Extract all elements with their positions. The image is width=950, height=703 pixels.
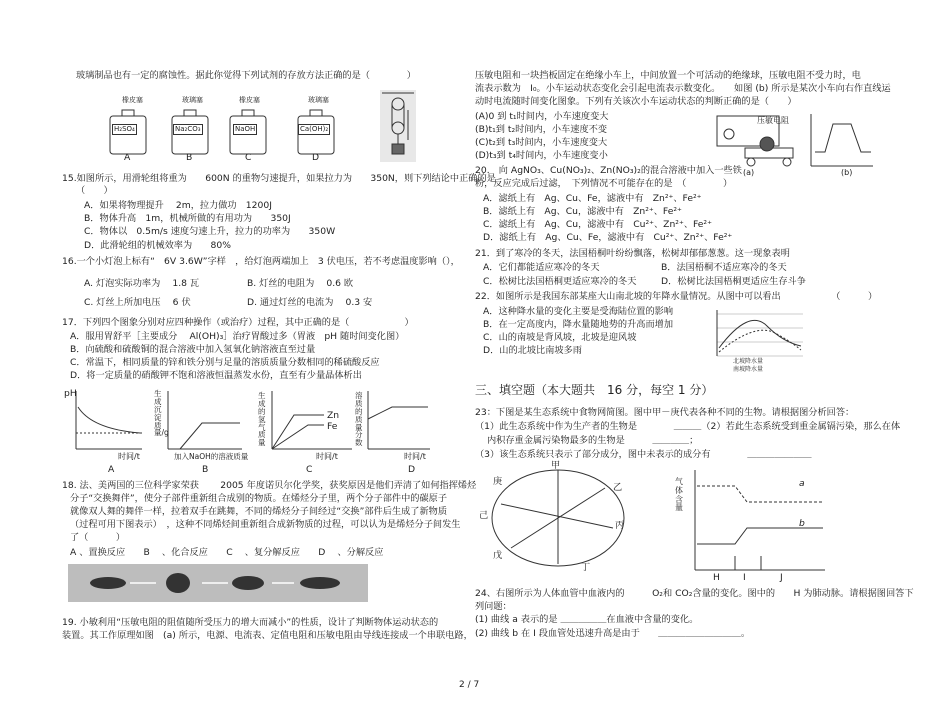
q19-line-1: 19. 小敏利用“压敏电阻的阻值随所受压力的增大而减小”的性质，设计了判断物体运动状态的	[62, 617, 439, 628]
q22-option-b: B．在一定高度内，降水量随地势的升高而增加	[483, 319, 674, 330]
q17-option-a: A．服用胃舒平［主要成分 Al(OH)₃］治疗胃酸过多（胃液 pH 随时间变化图）	[70, 331, 405, 342]
food-web-node-2: 乙	[613, 482, 623, 493]
gas-x-label-h: H	[713, 572, 720, 583]
q18-options: A 、置换反应 B 、化合反应 C 、复分解反应 D 、分解反应	[70, 547, 384, 558]
intro-text: 玻璃制品也有一定的腐蚀性。据此你觉得下列试剂的存放方法正确的是（ ）	[76, 70, 416, 81]
figure-a-caption: (a)	[743, 168, 755, 177]
page-number: 2 / 7	[459, 680, 480, 690]
food-web-node-6: 己	[479, 510, 489, 521]
food-web-node-7: 庚	[493, 476, 503, 487]
q22-option-a: A．这种降水量的变化主要是受海陆位置的影响	[483, 306, 674, 317]
q20-option-d: D．滤纸上有 Ag、Cu、Fe，滤液中有 Cu²⁺、Zn²⁺、Fe²⁺	[483, 232, 733, 243]
bottle-cap-d: 玻璃塞	[308, 96, 329, 104]
bottle-label-c: NaOH	[235, 125, 256, 133]
q22-option-d: D．山的北坡比南坡多雨	[483, 345, 582, 356]
q22-option-c: C．山的南坡是背风坡，北坡是迎风坡	[483, 332, 637, 343]
q17-stem: 17．下列四个图象分别对应四种操作（或治疗）过程，其中正确的是（ ）	[62, 317, 414, 328]
food-web-diagram	[483, 464, 633, 572]
q21-stem: 21．到了寒冷的冬天，法国梧桐叶纷纷飘落，松树却郁郁葱葱。这一现象表明	[475, 248, 790, 259]
bottle-label-b: Na₂CO₃	[175, 125, 201, 133]
q18-line-5: 了（ ）	[70, 532, 126, 543]
bottle-cap-c: 橡皮塞	[239, 96, 260, 104]
q23-line-1: 23：下图是某生态系统中食物网简图。图中甲－庚代表各种不同的生物。请根据图分析回答：	[475, 407, 855, 418]
q18-line-2: 分子“交换舞伴”，使分子部件重新组合成别的物质。在烯烃分子里，两个分子部件中的碳原子	[70, 493, 448, 504]
graph-d-xlabel: 时间/t	[404, 452, 426, 461]
graph-a-ylabel: pH	[64, 388, 77, 399]
gas-curve-a-label: a	[799, 478, 805, 489]
q20-option-c: C．滤纸上有 Ag、Cu，滤液中有 Cu²⁺、Zn²⁺、Fe²⁺	[483, 219, 712, 230]
q24-line-2: 列问题：	[475, 601, 512, 612]
q15-option-b: B．物体升高 1m，机械所做的有用功为 350J	[84, 213, 291, 224]
q19-option-a: (A)0 到 t₁时间内，小车速度变大	[475, 111, 609, 122]
graph-a-caption: A	[108, 464, 115, 475]
q18-line-1: 18. 法、美两国的三位科学家荣获 2005 年度诺贝尔化学奖，获奖原因是他们弄清了如何指挥烯烃	[62, 480, 477, 491]
q16-option-a: A. 灯泡实际功率为 1.8 瓦	[84, 278, 200, 289]
q17-option-c: C．常温下，相同质量的锌和铁分别与足量的溶质质量分数相同的稀硫酸反应	[70, 357, 380, 368]
food-web-node-5: 戊	[493, 550, 503, 561]
graph-b-xlabel: 加入NaOH的溶液质量	[174, 452, 249, 461]
q15-option-a: A．如果将物理提升 2m，拉力做功 1200J	[84, 200, 272, 211]
section-3-heading: 三、填空题（本大题共 16 分，每空 1 分）	[475, 383, 714, 397]
q16-stem: 16.一个小灯泡上标有“ 6V 3.6W”字样 ，给灯泡两端加上 3 伏电压，若不考虑温度影响（），	[62, 256, 460, 267]
q17-option-b: B．向硫酸和硫酸铜的混合溶液中加入氢氧化钠溶液直至过量	[70, 344, 316, 355]
bottle-label-d: Ca(OH)₂	[300, 125, 329, 133]
q17-option-d: D．将一定质量的硝酸钾不饱和溶液恒温蒸发水份，直至有少量晶体析出	[70, 370, 362, 381]
q21-option-a: A．它们都能适应寒冷的冬天	[483, 262, 600, 273]
q20-line-1: 20. 向 AgNO₃、Cu(NO₃)₂、Zn(NO₃)₂的混合溶液中加入一些铁	[475, 165, 742, 176]
bottle-label-a: H₂SO₄	[114, 125, 135, 133]
q19-cont-line-1: 压敏电阻和一块挡板固定在绝缘小车上，中间放置一个可活动的绝缘球，压敏电阻不受力时，电	[475, 70, 861, 81]
q20-option-a: A．滤纸上有 Ag、Cu、Fe，滤液中有 Zn²⁺、Fe²⁺	[483, 193, 702, 204]
food-web-node-1: 甲	[551, 460, 561, 471]
q24-line-4: (2) 曲线 b 在 I 段血管处迅速升高是由于 ＿＿＿＿＿＿＿＿＿。	[475, 628, 751, 639]
q20-option-b: B．滤纸上有 Ag、Cu，滤液中有 Zn²⁺、Fe²⁺	[483, 206, 682, 217]
bottle-option-d: D	[312, 152, 320, 163]
gas-x-label-i: I	[743, 572, 746, 583]
q16-option-b: B. 灯丝的电阻为 0.6 欧	[247, 278, 354, 289]
graph-d-ylabel: 溶质的质量分数	[355, 391, 363, 448]
q19-cont-line-2: 流表示数为 I₀。小车运动状态变化会引起电流表示数变化。 如图 (b) 所示是某次小车向右作直线运	[475, 83, 891, 94]
q24-line-1: 24、右图所示为人体血管中血液内的 O₂和 CO₂含量的变化。图中的 H 为肺动脉。请根据图回答下	[475, 588, 914, 599]
q16-option-d: D. 通过灯丝的电流为 0.3 安	[247, 297, 373, 308]
q23-line-2: （1）此生态系统中作为生产者的生物是 ＿＿＿（2）若此生态系统受到重金属镉污染，那么在体	[475, 421, 901, 432]
q18-line-4: （过程可用下图表示） ，这种不同烯烃间重新组合成新物质的过程，可以认为是烯烃分子间发生	[70, 519, 461, 530]
q23-line-3: 内积存重金属污染物最多的生物是 ＿＿＿＿；	[487, 435, 699, 446]
gas-curve-b-label: b	[799, 518, 805, 529]
graph-b-caption: B	[202, 464, 209, 475]
q19-line-2: 装置。其工作原理如图 (a) 所示，电源、电流表、定值电阻和压敏电阻由导线连接成一个串联电路，	[62, 630, 473, 641]
q16-option-c: C. 灯丝上所加电压 6 伏	[84, 297, 191, 308]
dancing-partners-illustration	[68, 564, 368, 602]
bottle-option-c: C	[245, 152, 252, 163]
q19-cont-line-3: 动时电流随时间变化图象。下列有关该次小车运动状态的判断正确的是（ ）	[475, 96, 797, 107]
q21-option-b: B．法国梧桐不适应寒冷的冬天	[661, 262, 787, 273]
precip-legend-north: 北坡降水量	[733, 358, 764, 365]
q19-option-d: (D)t₃到 t₄时间内，小车速度变小	[475, 150, 608, 161]
graph-c-caption: C	[306, 464, 313, 475]
q15-blank: （ ）	[76, 185, 113, 196]
graph-b-ylabel: 生成沉淀质量/g	[154, 389, 169, 438]
graph-c-xlabel: 时间/t	[316, 452, 338, 461]
q18-line-3: 就像双人舞的舞伴一样，拉着双手在跳舞，不同的烯烃分子间经过“交换”部件后生成了新物质	[70, 506, 448, 517]
bottle-option-b: B	[186, 152, 193, 163]
pulley-system-figure	[380, 90, 416, 162]
graph-c-series-zn: Zn	[327, 410, 340, 421]
bottle-cap-a: 橡皮塞	[122, 96, 143, 104]
bottle-cap-b: 玻璃塞	[182, 96, 203, 104]
graph-a-xlabel: 时间/t	[118, 452, 140, 461]
food-web-node-4: 丁	[581, 562, 591, 573]
bottle-option-a: A	[124, 152, 131, 163]
graph-c-ylabel: 生成的氢气质量	[258, 391, 266, 448]
precip-legend-south: 南坡降水量	[733, 366, 764, 373]
q20-line-2: 粉，反应完成后过滤， 下列情况不可能存在的是 （ ）	[475, 178, 733, 189]
q22-stem: 22．如图所示是我国东部某座大山南北坡的年降水量情况。从图中可以看出 （ ）	[475, 291, 878, 302]
gas-x-label-j: J	[780, 572, 783, 583]
graph-c-series-fe: Fe	[327, 421, 338, 432]
q24-line-3: (1) 曲线 a 表示的是 ＿＿＿＿＿在血液中含量的变化。	[475, 614, 699, 625]
gas-content-graph	[675, 466, 835, 576]
q15-stem: 15.如图所示，用滑轮组将重为 600N 的重物匀速提升，如果拉力为 350N，则下列结论中正确的是	[62, 173, 496, 184]
q15-option-c: C．物体以 0.5m/s 速度匀速上升，拉力的功率为 350W	[84, 226, 336, 237]
graph-d-caption: D	[408, 464, 416, 475]
q23-line-4: （3）该生态系统只表示了部分成分，图中未表示的成分有 ＿＿＿＿＿＿＿	[475, 449, 812, 460]
figure-b-caption: (b)	[841, 168, 853, 177]
q15-option-d: D．此滑轮组的机械效率为 80%	[84, 240, 231, 251]
q19-option-c: (C)t₂到 t₃时间内，小车速度变大	[475, 137, 608, 148]
q21-option-d: D．松树比法国梧桐更适应生存斗争	[661, 276, 806, 287]
q19-option-b: (B)t₁到 t₂时间内，小车速度不变	[475, 124, 608, 135]
q21-option-c: C．松树比法国梧桐更适应寒冷的冬天	[483, 276, 637, 287]
pressure-resistor-label: 压敏电阻	[757, 116, 789, 125]
gas-graph-ylabel: 气体含量	[675, 477, 683, 513]
food-web-node-3: 丙	[615, 520, 625, 531]
